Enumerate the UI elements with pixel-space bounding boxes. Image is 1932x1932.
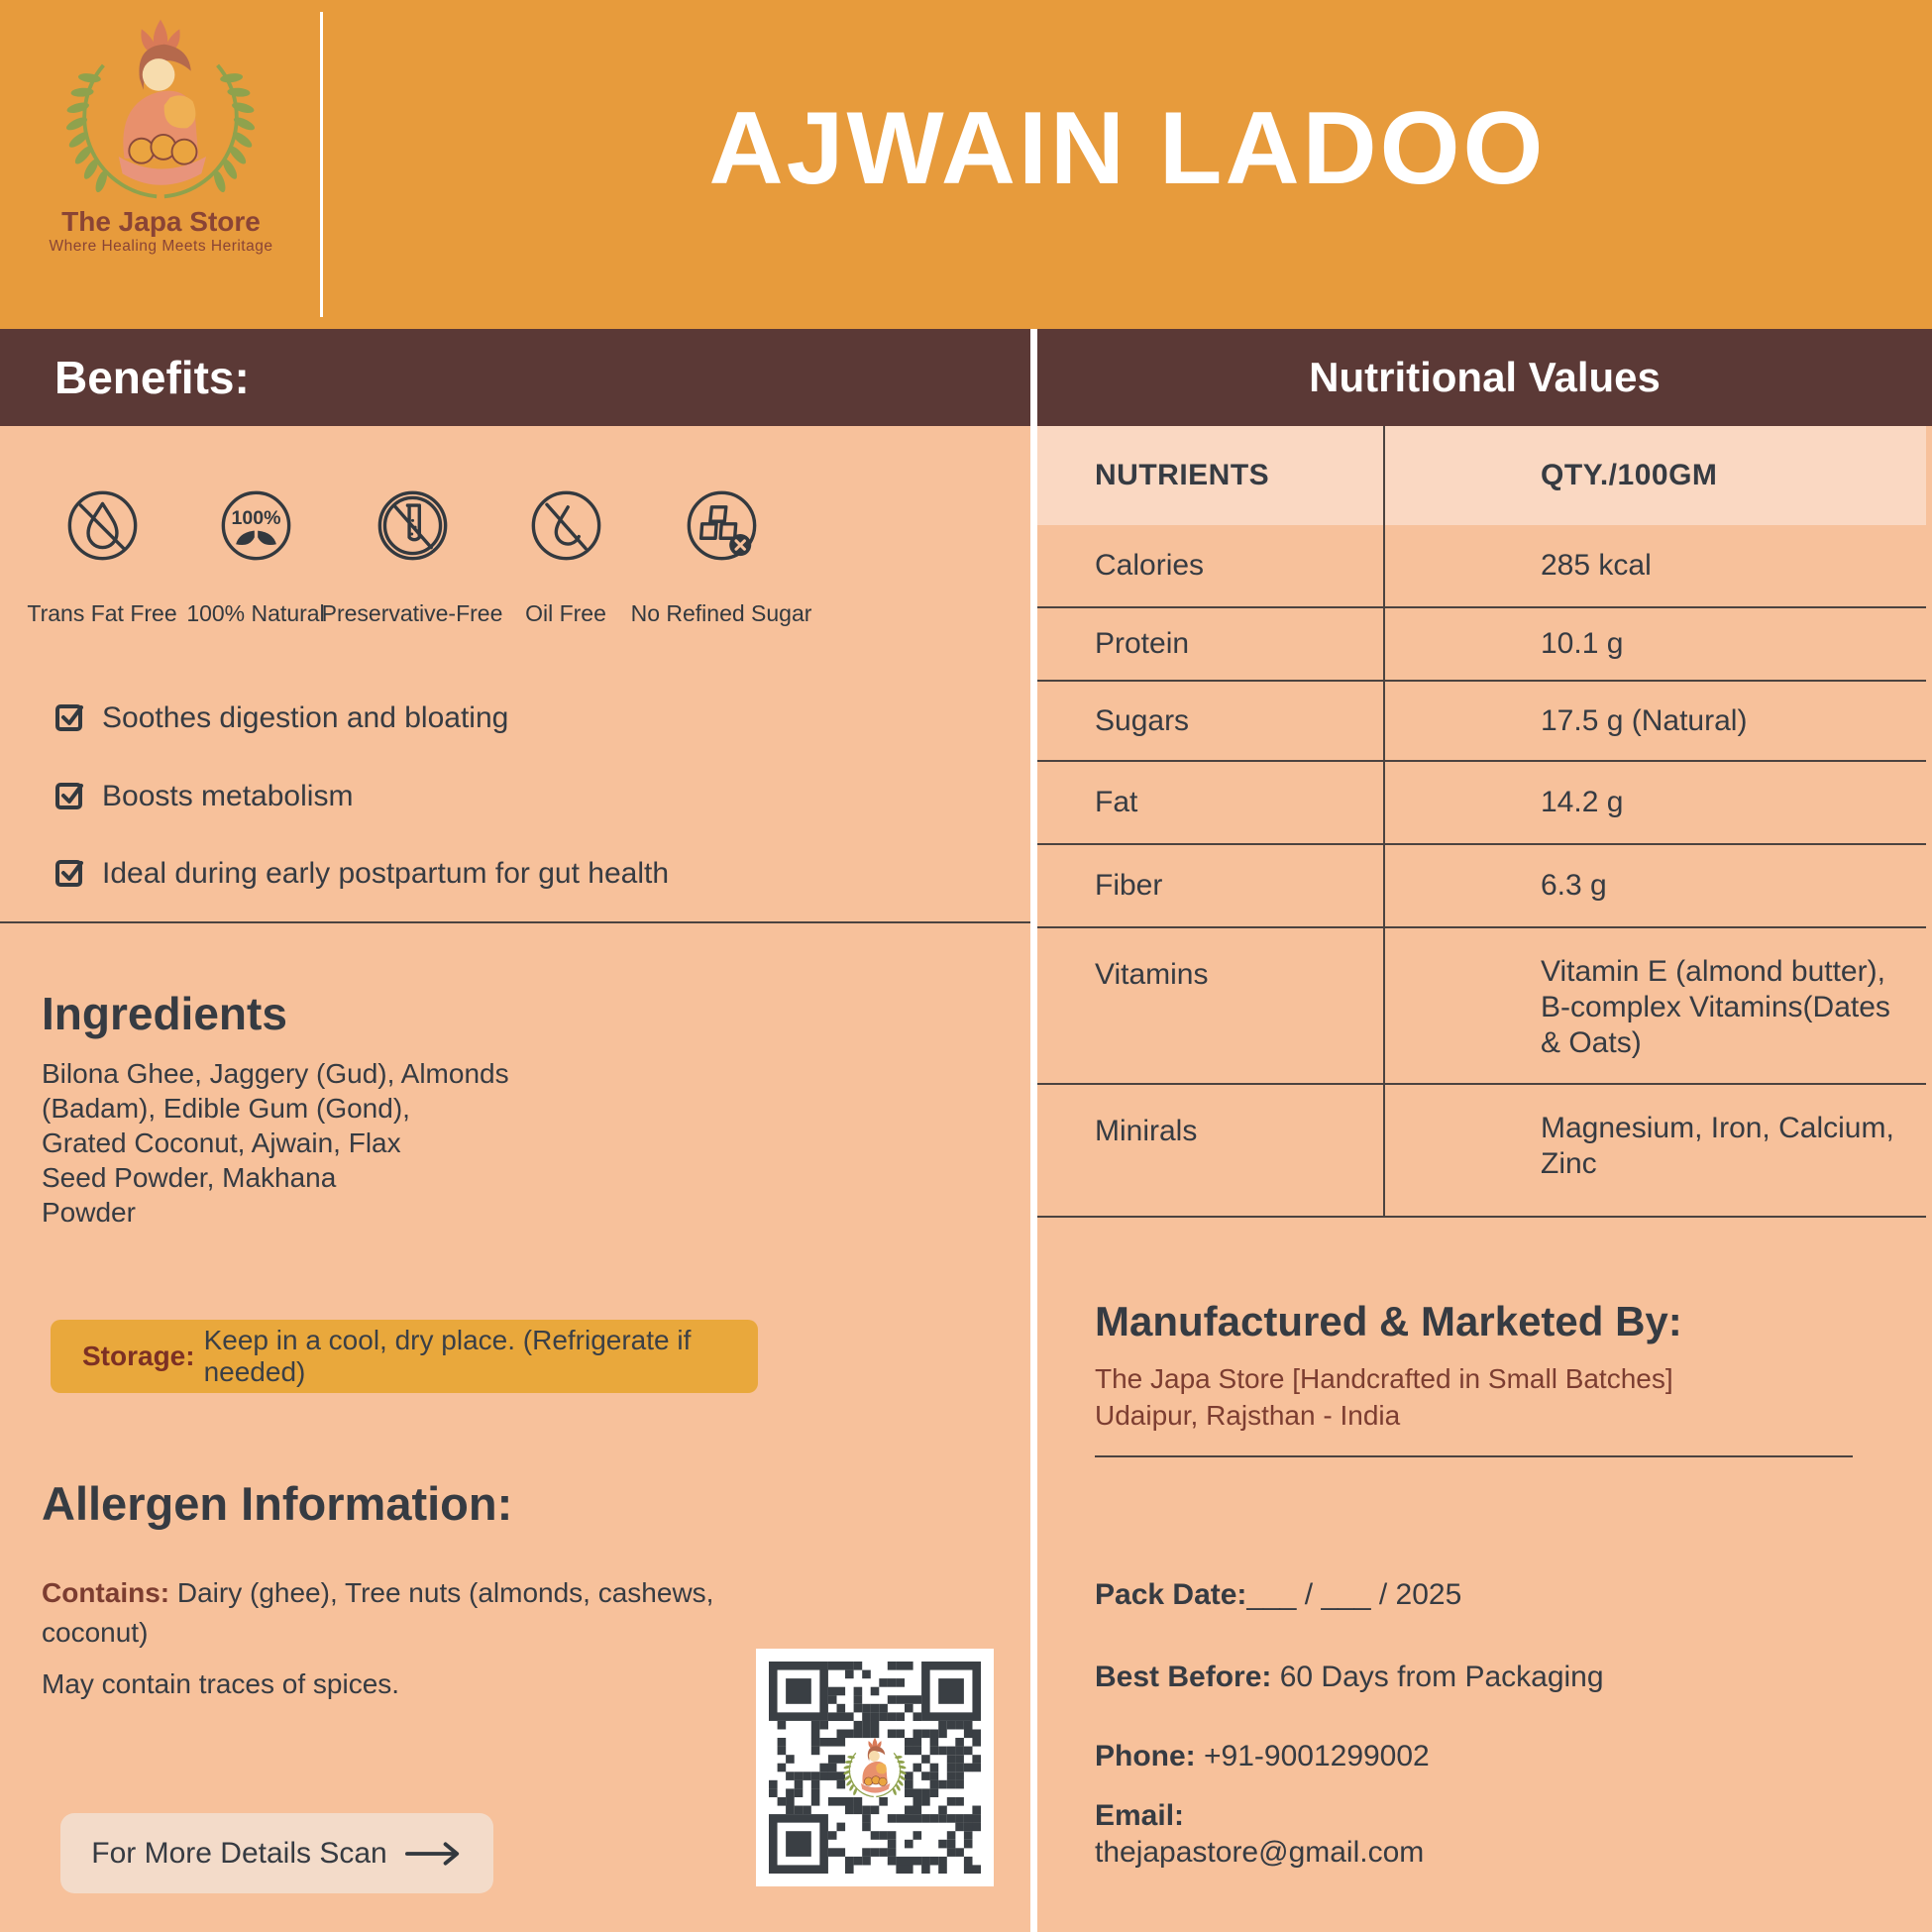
badge-label: Preservative-Free — [321, 600, 503, 626]
col-qty: QTY./100GM — [1541, 459, 1718, 491]
contains-text: Dairy (ghee), Tree nuts (almonds, cashews, coconut) — [42, 1577, 714, 1648]
table-row — [1037, 1085, 1926, 1218]
nutrition-table-header — [1037, 426, 1926, 525]
benefit-check-item — [54, 780, 353, 813]
pack-date-label: Pack Date: — [1095, 1578, 1247, 1611]
brand-emblem-icon — [61, 14, 260, 204]
pack-date-line — [1095, 1578, 1461, 1612]
preservative-free-icon — [371, 483, 455, 568]
page-title: AJWAIN LADOO — [708, 90, 1547, 206]
no-refined-sugar-icon — [680, 483, 764, 568]
phone-value: +91-9001299002 — [1204, 1740, 1430, 1772]
contains-label: Contains: — [42, 1577, 170, 1608]
best-before-label: Best Before: — [1095, 1661, 1272, 1693]
scan-details-label: For More Details Scan — [91, 1836, 387, 1870]
badge-oil-free — [482, 483, 650, 573]
nutrient-name: Protein — [1095, 627, 1190, 660]
table-row — [1037, 608, 1926, 682]
benefit-check-label: Ideal during early postpartum for gut health — [102, 857, 670, 890]
manufacturer-rule — [1095, 1455, 1853, 1457]
nutrient-name: Vitamins — [1095, 958, 1209, 991]
email-label-line — [1095, 1799, 1184, 1833]
best-before-value: 60 Days from Packaging — [1279, 1661, 1604, 1693]
ingredients-line: Bilona Ghee, Jaggery (Gud), Almonds — [42, 1058, 509, 1089]
col-nutrients: NUTRIENTS — [1095, 459, 1270, 491]
svg-text:100%: 100% — [231, 506, 280, 529]
benefit-check-label: Soothes digestion and bloating — [102, 701, 509, 734]
no-trans-fat-icon — [60, 483, 145, 568]
nutrient-value: 14.2 g — [1541, 786, 1624, 818]
table-row — [1037, 845, 1926, 928]
badge-trans-fat-free — [18, 483, 186, 573]
badge-label: Trans Fat Free — [27, 600, 177, 626]
badge-100-natural — [171, 483, 340, 573]
header — [0, 0, 1932, 329]
storage-note — [51, 1320, 758, 1393]
nutrient-value: Vitamin E (almond butter), B-complex Vitamins(Dates & Oats) — [1541, 955, 1890, 1059]
email-value-line — [1095, 1836, 1424, 1870]
allergen-traces: May contain traces of spices. — [42, 1668, 400, 1699]
nutrient-name: Minirals — [1095, 1115, 1198, 1147]
brand-name: The Japa Store — [61, 206, 261, 237]
storage-text: Keep in a cool, dry place. (Refrigerate if needed) — [203, 1325, 692, 1387]
pack-date-value: ___ / ___ / 2025 — [1246, 1578, 1462, 1611]
left-section-divider — [0, 921, 1030, 923]
brand-logo — [0, 0, 322, 329]
table-row — [1037, 682, 1926, 762]
badge-label: Oil Free — [525, 600, 606, 626]
allergen-heading: Allergen Information: — [42, 1477, 513, 1530]
badge-preservative-free — [328, 483, 496, 573]
ingredients-line: (Badam), Edible Gum (Gond), — [42, 1093, 410, 1124]
checkbox-icon — [54, 780, 86, 811]
best-before-line — [1095, 1661, 1604, 1694]
nutrition-heading-bar — [1037, 329, 1932, 426]
scan-details-pill — [60, 1813, 493, 1893]
natural-100-icon — [214, 483, 298, 568]
checkbox-icon — [54, 857, 86, 889]
column-divider — [1030, 329, 1037, 1932]
ingredients-line: Grated Coconut, Ajwain, Flax — [42, 1127, 401, 1158]
nutrient-value: 285 kcal — [1541, 549, 1652, 582]
nutrient-name: Calories — [1095, 549, 1205, 582]
badge-no-refined-sugar — [637, 483, 805, 573]
qr-center-logo-icon — [843, 1736, 907, 1799]
ingredients-heading: Ingredients — [42, 988, 287, 1039]
nutrient-name: Fat — [1095, 786, 1138, 818]
nutrient-name: Sugars — [1095, 703, 1190, 737]
checkbox-icon — [54, 701, 86, 733]
ingredients-text — [42, 1056, 596, 1230]
nutrient-value: 10.1 g — [1541, 627, 1624, 660]
benefit-check-item — [54, 701, 508, 735]
table-row — [1037, 525, 1926, 608]
allergen-contains — [42, 1573, 755, 1653]
table-row — [1037, 762, 1926, 845]
oil-free-icon — [524, 483, 608, 568]
manufacturer-heading: Manufactured & Marketed By: — [1095, 1298, 1682, 1344]
ingredients-line: Seed Powder, Makhana — [42, 1162, 337, 1193]
phone-label: Phone: — [1095, 1740, 1196, 1772]
badge-label: 100% Natural — [186, 600, 325, 626]
ingredients-line: Powder — [42, 1197, 136, 1228]
manufacturer-line1: The Japa Store [Handcrafted in Small Batches] — [1095, 1363, 1673, 1394]
nutrition-table — [1037, 426, 1926, 1218]
benefit-check-item — [54, 857, 669, 891]
phone-line — [1095, 1740, 1430, 1773]
benefits-heading: Benefits: — [54, 352, 250, 403]
badge-label: No Refined Sugar — [630, 600, 812, 626]
nutrient-name: Fiber — [1095, 869, 1163, 902]
nutrition-heading: Nutritional Values — [1309, 354, 1661, 400]
table-row — [1037, 928, 1926, 1085]
brand-tagline: Where Healing Meets Heritage — [49, 238, 273, 255]
nutrient-value: Magnesium, Iron, Calcium, Zinc — [1541, 1112, 1894, 1180]
benefit-check-label: Boosts metabolism — [102, 780, 354, 812]
manufacturer-line2: Udaipur, Rajsthan - India — [1095, 1400, 1401, 1431]
nutrient-value: 6.3 g — [1541, 869, 1607, 902]
benefits-heading-bar — [0, 329, 1030, 426]
arrow-right-icon — [405, 1841, 463, 1867]
email-label: Email: — [1095, 1799, 1185, 1832]
storage-label: Storage: — [82, 1341, 195, 1371]
email-value: thejapastore@gmail.com — [1095, 1836, 1425, 1869]
nutrient-value: 17.5 g (Natural) — [1541, 703, 1748, 737]
